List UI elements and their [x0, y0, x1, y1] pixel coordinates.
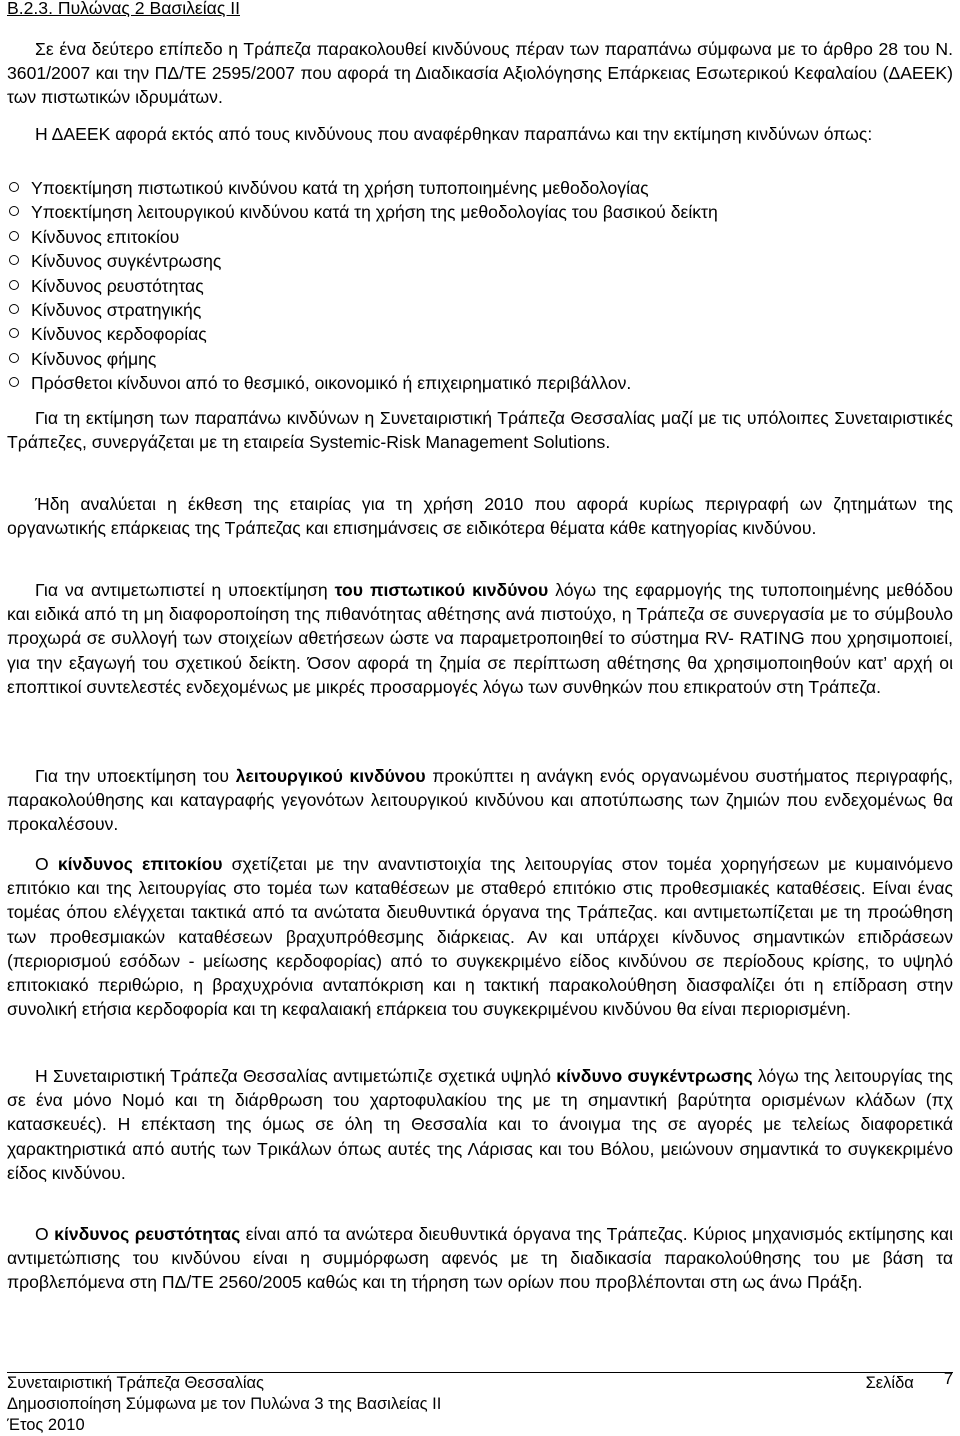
- footer-disclosure: Δημοσιοποίηση Σύμφωνα με τον Πυλώνα 3 της Βασιλείας ΙΙ: [7, 1395, 442, 1413]
- paragraph-liquidity-risk: Ο κίνδυνος ρευστότητας είναι από τα ανώτερα διευθυντικά όργανα της Τράπεζας. Κύριος μηχανισμός εκτίμησης και αντιμετώπισης του κινδύνου είναι η συμμόρφωση αφενός με τη διαδικασία παρακολούθησης του με βάση τα προβλεπόμενα στη ΠΔ/ΤΕ 2560/2005 καθώς και τη τήρηση των ορίων που προβλέπονται στη ως άνω Πράξη.: [7, 1224, 953, 1293]
- footer-year: Έτος 2010: [7, 1416, 85, 1434]
- circle-bullet-icon: [9, 353, 19, 363]
- list-item: Κίνδυνος ρευστότητας: [7, 274, 953, 298]
- page-footer: [7, 1370, 953, 1436]
- footer-bank-name: Συνεταιριστική Τράπεζα Θεσσαλίας: [7, 1374, 264, 1392]
- circle-bullet-icon: [9, 280, 19, 290]
- list-item: Κίνδυνος φήμης: [7, 347, 953, 371]
- list-item: Κίνδυνος στρατηγικής: [7, 298, 953, 322]
- risk-list: [7, 176, 953, 396]
- paragraph-intro: Σε ένα δεύτερο επίπεδο η Τράπεζα παρακολουθεί κινδύνους πέραν των παραπάνω σύμφωνα με το άρθρο 28 του Ν. 3601/2007 και την ΠΔ/ΤΕ 2595/2007 που αφορά τη Διαδικασία Αξιολόγησης Επάρκειας Εσωτερικού Κεφαλαίου (ΔΑΕΕΚ) των πιστωτικών ιδρυμάτων.: [7, 39, 953, 108]
- page-number: 7: [943, 1370, 953, 1388]
- paragraph-daeek: Η ΔΑΕΕΚ αφορά εκτός από τους κινδύνους που αναφέρθηκαν παραπάνω και την εκτίμηση κινδύνων όπως:: [35, 124, 873, 144]
- list-item: Κίνδυνος συγκέντρωσης: [7, 249, 953, 273]
- paragraph-concentration-risk: Η Συνεταιριστική Τράπεζα Θεσσαλίας αντιμετώπιζε σχετικά υψηλό κίνδυνο συγκέντρωσης λόγω της λειτουργίας της σε ένα μόνο Νομό και τη διάρθρωση του χαρτοφυλακίου της με τη σημαντική βαρύτητα ορισμένων κλάδων (πχ κατασκευές). Η επέκταση της όμως σε όλη τη Θεσσαλία και το άνοιγμα της σε αγορές με τελείως διαφορετικά χαρακτηριστικά από αυτής των Τρικάλων όπως αυτές της Λάρισας και του Βόλου, μειώνουν σημαντικά το συγκεκριμένο είδος κινδύνου.: [7, 1066, 953, 1183]
- circle-bullet-icon: [9, 206, 19, 216]
- list-item: Κίνδυνος επιτοκίου: [7, 225, 953, 249]
- paragraph-cooperation: Για τη εκτίμηση των παραπάνω κινδύνων η Συνεταιριστική Τράπεζα Θεσσαλίας μαζί με τις υπόλοιπες Συνεταιριστικές Τράπεζες, συνεργάζεται με τη εταιρεία Systemic-Risk Management Solutions.: [7, 408, 953, 453]
- circle-bullet-icon: [9, 255, 19, 265]
- circle-bullet-icon: [9, 182, 19, 192]
- circle-bullet-icon: [9, 231, 19, 241]
- list-item: Υποεκτίμηση λειτουργικού κινδύνου κατά τη χρήση της μεθοδολογίας του βασικού δείκτη: [7, 200, 953, 224]
- section-heading: B.2.3. Πυλώνας 2 Βασιλείας ΙΙ: [7, 0, 240, 18]
- paragraph-operational-risk: Για την υποεκτίμηση του λειτουργικού κινδύνου προκύπτει η ανάγκη ενός οργανωμένου συστήματος περιγραφής, παρακολούθησης και καταγραφής γεγονότων λειτουργικού κινδύνου και αποτύπωσης των ζημιών που ενδεχομένως θα προκαλέσουν.: [7, 766, 953, 835]
- paragraph-interest-rate-risk: Ο κίνδυνος επιτοκίου σχετίζεται με την αναντιστοιχία της λειτουργίας στον τομέα χορηγήσεων με κυμαινόμενο επιτόκιο και της λειτουργίας στο τομέα των καταθέσεων με σταθερό επιτόκιο στις προθεσμιακές καταθέσεις. Είναι ένας τομέας όπου ελέγχεται τακτικά από τα ανώτατα διευθυντικά όργανα της Τράπεζας. και αντιμετωπίζεται με τη προώθηση των προθεσμιακών καταθέσεων βραχυπρόθεσμης διάρκειας. Αν και υπάρχει κίνδυνος σημαντικών επιδράσεων (περιορισμού εσόδων - μείωσης κερδοφορίας) από το συγκεκριμένο είδος κινδύνου σε περίοδους κρίσης, το υψηλό επιτοκιακό περιθώριο, η βραχυχρόνια ανταπόκριση και η τακτική παρακολούθηση διασφαλίζει ότι η επίδραση στην συνολική ετήσια κερδοφορία και τη κεφαλαιακή επάρκεια του συγκεκριμένου κινδύνου θα είναι περιορισμένη.: [7, 854, 953, 1020]
- circle-bullet-icon: [9, 304, 19, 314]
- circle-bullet-icon: [9, 328, 19, 338]
- footer-page: Σελίδα 7: [865, 1370, 953, 1392]
- list-item: Πρόσθετοι κίνδυνοι από το θεσμικό, οικονομικό ή επιχειρηματικό περιβάλλον.: [7, 371, 953, 395]
- list-item: Υποεκτίμηση πιστωτικού κινδύνου κατά τη χρήση τυποποιημένης μεθοδολογίας: [7, 176, 953, 200]
- paragraph-credit-risk: Για να αντιμετωπιστεί η υποεκτίμηση του πιστωτικού κινδύνου λόγω της εφαρμογής της τυποποιημένης μεθόδου και ειδικά από τη μη διαφοροποίηση της πιθανότητας αθέτησης ανά πιστούχο, η Τράπεζα σε συνεργασία με το σύμβουλο προχωρά σε συλλογή των στοιχείων αθετήσεων ώστε να παραμετροποιηθεί το σύστημα RV- RATING που χρησιμοποιεί, για την εξαγωγή του σχετικού δείκτη. Όσον αφορά τη ζημία σε περίπτωση αθέτησης θα χρησιμοποιηθούν κατ’ αρχή οι εποπτικοί συντελεστές ενδεχομένως με μικρές προσαρμογές λόγω των συνθηκών που επικρατούν στη Τράπεζα.: [7, 580, 954, 697]
- list-item: Κίνδυνος κερδοφορίας: [7, 322, 953, 346]
- circle-bullet-icon: [9, 377, 19, 387]
- paragraph-report: Ήδη αναλύεται η έκθεση της εταιρίας για τη χρήση 2010 που αφορά κυρίως περιγραφή ων ζητημάτων της οργανωτικής επάρκειας της Τράπεζας και επισημάνσεις σε ειδικότερα θέματα κάθε κατηγορίας κινδύνου.: [7, 494, 953, 539]
